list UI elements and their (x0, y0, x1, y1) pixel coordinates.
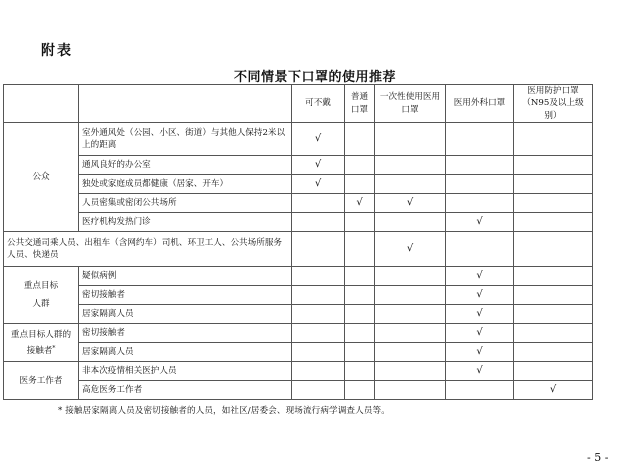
mark-cell (446, 232, 514, 267)
scenario-cell: 密切接触者 (79, 324, 292, 343)
mark-cell (446, 123, 514, 156)
mark-cell (345, 123, 375, 156)
table-title: 不同情景下口罩的使用推荐 (233, 70, 396, 85)
mark-cell: √ (345, 194, 375, 213)
page-number: - 5 - (587, 451, 609, 464)
scenario-cell: 疑似病例 (79, 267, 292, 286)
mask-recommendation-table (3, 84, 593, 400)
mark-cell (514, 305, 593, 324)
mark-cell (345, 156, 375, 175)
mark-cell: √ (292, 175, 345, 194)
mark-cell: √ (514, 381, 593, 400)
mark-cell (292, 267, 345, 286)
header-row (4, 85, 593, 123)
header-disposable-mask: 一次性使用医用口罩 (375, 85, 446, 123)
mark-cell (514, 175, 593, 194)
mark-cell: √ (446, 324, 514, 343)
mark-cell (345, 267, 375, 286)
group-key-contacts (4, 324, 79, 362)
scenario-cell: 医疗机构发热门诊 (79, 213, 292, 232)
mark-cell (345, 343, 375, 362)
mark-cell: √ (446, 286, 514, 305)
mark-cell: √ (446, 267, 514, 286)
mark-cell (375, 213, 446, 232)
mark-cell (375, 381, 446, 400)
group-key-targets-label: 重点目标人群 (23, 281, 59, 310)
mark-cell (292, 343, 345, 362)
mark-cell (446, 194, 514, 213)
mark-cell (514, 362, 593, 381)
mark-cell: √ (375, 194, 446, 213)
mark-cell (292, 286, 345, 305)
mark-cell (514, 194, 593, 213)
table-row (4, 362, 593, 381)
scenario-cell: 居家隔离人员 (79, 305, 292, 324)
mark-cell: √ (375, 232, 446, 267)
scenario-cell: 室外通风处（公园、小区、街道）与其他人保持2米以上的距离 (79, 123, 292, 156)
mark-cell (292, 213, 345, 232)
table-row (4, 156, 593, 175)
table-row (4, 194, 593, 213)
mark-cell (375, 362, 446, 381)
header-cell-empty-2 (79, 85, 292, 123)
mark-cell (375, 343, 446, 362)
table-row (4, 175, 593, 194)
mark-cell (292, 305, 345, 324)
mark-cell (514, 343, 593, 362)
scenario-cell: 高危医务工作者 (79, 381, 292, 400)
scenario-cell: 密切接触者 (79, 286, 292, 305)
mark-cell (292, 362, 345, 381)
scenario-cell: 非本次疫情相关医护人员 (79, 362, 292, 381)
mark-cell (345, 381, 375, 400)
mark-cell (345, 324, 375, 343)
mark-cell (345, 362, 375, 381)
mark-cell (514, 232, 593, 267)
appendix-title: 附表 (41, 43, 73, 59)
mark-cell (375, 286, 446, 305)
mark-cell (375, 123, 446, 156)
mark-cell (446, 175, 514, 194)
mark-cell: √ (292, 156, 345, 175)
mark-cell (292, 232, 345, 267)
mark-cell: √ (446, 362, 514, 381)
header-surgical-mask: 医用外科口罩 (446, 85, 514, 123)
scenario-cell: 独处或家庭成员都健康（居家、开车） (79, 175, 292, 194)
mark-cell (514, 267, 593, 286)
header-ordinary-mask: 普通口罩 (345, 85, 375, 123)
mark-cell: √ (446, 343, 514, 362)
mark-cell (514, 324, 593, 343)
mark-cell (375, 305, 446, 324)
mark-cell: √ (446, 305, 514, 324)
mark-cell (514, 286, 593, 305)
mark-cell (292, 381, 345, 400)
table-row (4, 305, 593, 324)
scenario-cell: 通风良好的办公室 (79, 156, 292, 175)
mark-cell (446, 381, 514, 400)
mark-cell (375, 156, 446, 175)
header-cell-empty-1 (4, 85, 79, 123)
table-row (4, 381, 593, 400)
mark-cell (514, 123, 593, 156)
mark-cell (514, 156, 593, 175)
mark-cell (345, 286, 375, 305)
table-row (4, 123, 593, 156)
mark-cell: √ (446, 213, 514, 232)
scenario-cell-wide: 公共交通司乘人员、出租车（含网约车）司机、环卫工人、公共场所服务人员、快递员 (4, 232, 292, 267)
mark-cell (514, 213, 593, 232)
mark-cell (292, 194, 345, 213)
mark-cell (446, 156, 514, 175)
table-row (4, 232, 593, 267)
mark-cell (375, 175, 446, 194)
footnote: * 接触居家隔离人员及密切接触者的人员，如社区/居委会、现场流行病学调查人员等。 (58, 406, 390, 416)
group-public: 公众 (4, 123, 79, 232)
header-protective-mask: 医用防护口罩（N95及以上级别） (514, 85, 593, 123)
table-row (4, 286, 593, 305)
table-row (4, 213, 593, 232)
mark-cell (345, 305, 375, 324)
mark-cell (345, 175, 375, 194)
mark-cell (292, 324, 345, 343)
group-key-targets (4, 267, 79, 324)
group-key-contacts-label: 重点目标人群的接触者 (10, 329, 72, 356)
header-no-mask: 可不戴 (292, 85, 345, 123)
scenario-cell: 人员密集或密闭公共场所 (79, 194, 292, 213)
mark-cell (375, 324, 446, 343)
table-row (4, 343, 593, 362)
mark-cell (375, 267, 446, 286)
scenario-cell: 居家隔离人员 (79, 343, 292, 362)
table-row (4, 324, 593, 343)
table-row (4, 267, 593, 286)
mark-cell: √ (292, 123, 345, 156)
footnote-marker: * (52, 344, 56, 352)
group-medical: 医务工作者 (4, 362, 79, 400)
mark-cell (345, 213, 375, 232)
mark-cell (345, 232, 375, 267)
